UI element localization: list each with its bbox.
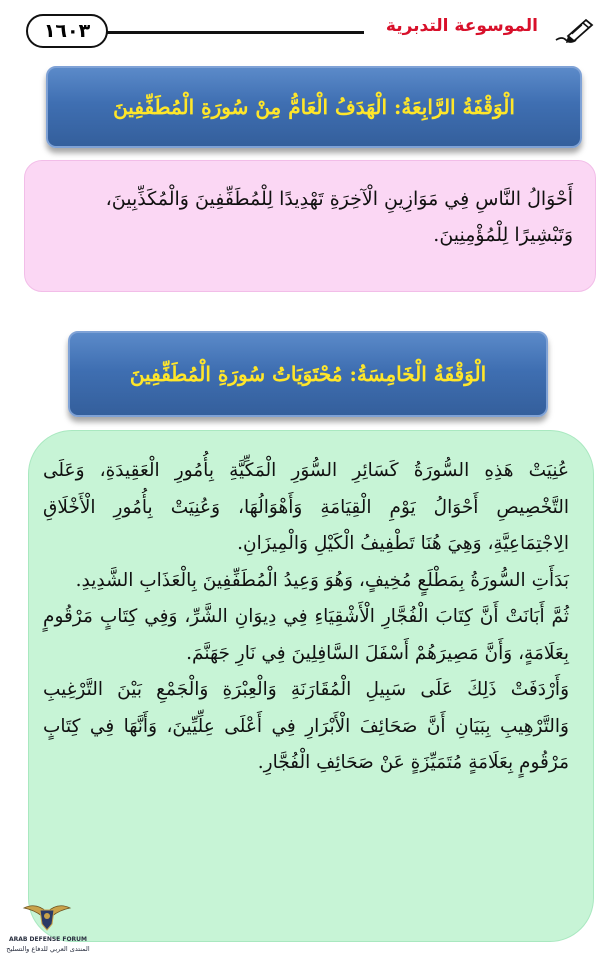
forum-watermark bbox=[0, 894, 96, 960]
watermark-english: ARAB DEFENSE FORUM bbox=[8, 936, 88, 943]
watermark-arabic: المنتدى العربي للدفاع والتسليح bbox=[6, 945, 90, 953]
section5-paragraph: بَدَأَتِ السُّورَةُ بِمَطْلَعٍ مُخِيفٍ، وَهُوَ وَعِيدُ الْمُطَفِّفِينَ بِالْعَذَابِ الشَّدِيدِ. bbox=[75, 569, 569, 591]
section4-body: أَحْوَالُ النَّاسِ فِي مَوَازِينِ الْآخِرَةِ تَهْدِيدًا لِلْمُطَفِّفِينَ وَالْمُكَذِّبِينَ، وَتَبْشِيرًا لِلْمُؤْمِنِينَ. bbox=[105, 188, 573, 246]
section5-paragraph: ثُمَّ أَبَانَتْ أَنَّ كِتَابَ الْفُجَّارِ الْأَشْقِيَاءِ فِي دِيوَانِ الشَّرِّ، وَفِي كِتَابٍ مَرْقُومٍ بِعَلَامَةٍ، وَأَنَّ مَصِيرَهُمْ أَسْفَلَ السَّافِلِينَ فِي نَارِ جَهَنَّمَ. bbox=[43, 606, 569, 664]
eagle-logo-icon bbox=[22, 894, 72, 934]
section5-paragraph: عُنِيَتْ هَذِهِ السُّورَةُ كَسَائِرِ السُّوَرِ الْمَكِّيَّةِ بِأُمُورِ الْعَقِيدَةِ، وَعَلَى التَّخْصِيصِ أَحْوَالُ يَوْمِ الْقِيَامَةِ وَأَهْوَالُهَا، وَعُنِيَتْ بِأُمُورِ الْأَخْلَاقِ الِاجْتِمَاعِيَّةِ، وَهِيَ هُنَا تَطْفِيفُ الْكَيْلِ وَالْمِيزَانِ. bbox=[43, 460, 569, 554]
section4-title-banner bbox=[46, 66, 582, 148]
pen-writing-icon bbox=[552, 14, 596, 46]
section5-title-banner bbox=[68, 331, 548, 417]
section4-body-box bbox=[24, 160, 596, 292]
section4-title: الْوَقْفَةُ الرَّابِعَةُ: الْهَدَفُ الْعَامُّ مِنْ سُورَةِ الْمُطَفِّفِينَ bbox=[113, 95, 515, 119]
header-rule bbox=[106, 31, 364, 34]
section5-body-box bbox=[28, 430, 594, 942]
section5-paragraph: وَأَرْدَفَتْ ذَلِكَ عَلَى سَبِيلِ الْمُقَارَنَةِ وَالْعِبْرَةِ وَالْجَمْعِ بَيْنَ التَّرْغِيبِ وَالتَّرْهِيبِ بِبَيَانِ أَنَّ صَحَائِفَ الْأَبْرَارِ فِي أَعْلَى عِلِّيِّينَ، وَأَنَّهَا فِي كِتَابٍ مَرْقُومٍ بِعَلَامَةٍ مُتَمَيِّزَةٍ عَنْ صَحَائِفِ الْفُجَّارِ. bbox=[43, 679, 569, 773]
section5-title: الْوَقْفَةُ الْخَامِسَةُ: مُحْتَوَيَاتُ سُورَةِ الْمُطَفِّفِينَ bbox=[129, 362, 487, 386]
page-number: ١٦٠٣ bbox=[26, 14, 108, 48]
encyclopedia-title: الموسوعة التدبرية bbox=[385, 16, 538, 36]
page-header bbox=[14, 10, 600, 50]
